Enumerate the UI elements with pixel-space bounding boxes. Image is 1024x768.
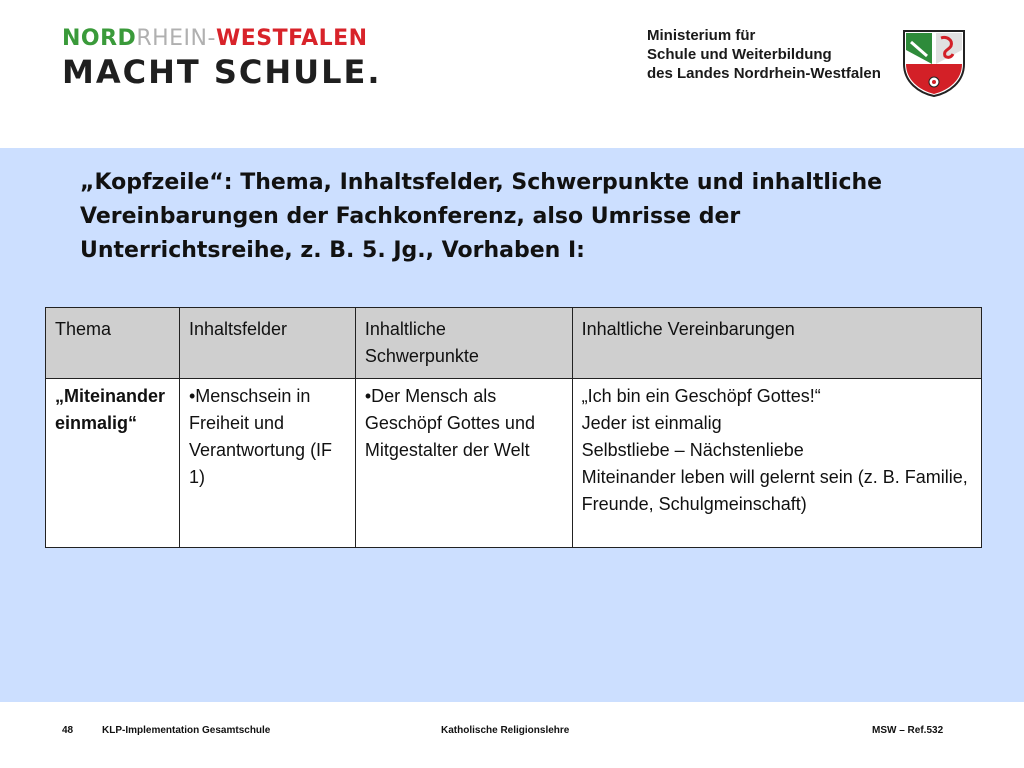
vereinbarung-line: Jeder ist einmalig xyxy=(581,413,722,433)
ministry-line-1: Ministerium für xyxy=(647,27,756,44)
footer-center-text: Katholische Religionslehre xyxy=(441,725,570,736)
header-schwerpunkte: Inhaltliche Schwerpunkte xyxy=(355,308,572,379)
header-inhaltsfelder: Inhaltsfelder xyxy=(179,308,355,379)
footer-page-number: 48 xyxy=(62,725,74,736)
table-row xyxy=(46,379,982,548)
vereinbarung-line: Miteinander leben will gelernt sein (z. B. Familie, Freunde, Schulgmeinschaft) xyxy=(581,467,968,514)
slide-header xyxy=(0,0,1024,148)
cell-vereinbarungen xyxy=(572,379,981,548)
header-thema: Thema xyxy=(46,308,180,379)
logo-word-westfalen: WESTFALEN xyxy=(215,26,368,51)
logo-word-nord: NORD xyxy=(62,26,137,51)
logo-line-1 xyxy=(62,26,382,52)
header-vereinbarungen: Inhaltliche Vereinbarungen xyxy=(572,308,981,379)
vereinbarung-line: „Ich bin ein Geschöpf Gottes!“ xyxy=(581,386,821,406)
vereinbarung-line: Selbstliebe – Nächstenliebe xyxy=(581,440,804,460)
nrw-coat-of-arms-icon xyxy=(901,28,967,98)
ministry-line-3: des Landes Nordrhein-Westfalen xyxy=(647,65,881,82)
slide-heading: „Kopfzeile“: Thema, Inhaltsfelder, Schwerpunkte und inhaltliche Vereinbarungen der Fachkonferenz, also Umrisse der Unterrichtsreihe, z. B. 5. Jg., Vorhaben I: xyxy=(80,170,883,263)
logo-line-2: MACHT SCHULE. xyxy=(62,53,382,91)
cell-inhaltsfelder: •Menschsein in Freiheit und Verantwortung (IF 1) xyxy=(179,379,355,548)
table-header-row xyxy=(46,308,982,379)
curriculum-table xyxy=(45,307,982,548)
logo-word-rhein: RHEIN- xyxy=(136,26,216,51)
ministry-name xyxy=(647,26,881,83)
footer-right-text: MSW – Ref.532 xyxy=(872,725,944,736)
ministry-line-2: Schule und Weiterbildung xyxy=(647,46,832,63)
cell-schwerpunkte: •Der Mensch als Geschöpf Gottes und Mitgestalter der Welt xyxy=(355,379,572,548)
nrw-macht-schule-logo xyxy=(62,26,382,90)
slide-footer xyxy=(0,702,1024,768)
footer-left-text: KLP-Implementation Gesamtschule xyxy=(102,725,271,736)
cell-thema: „Miteinander einmalig“ xyxy=(46,379,180,548)
